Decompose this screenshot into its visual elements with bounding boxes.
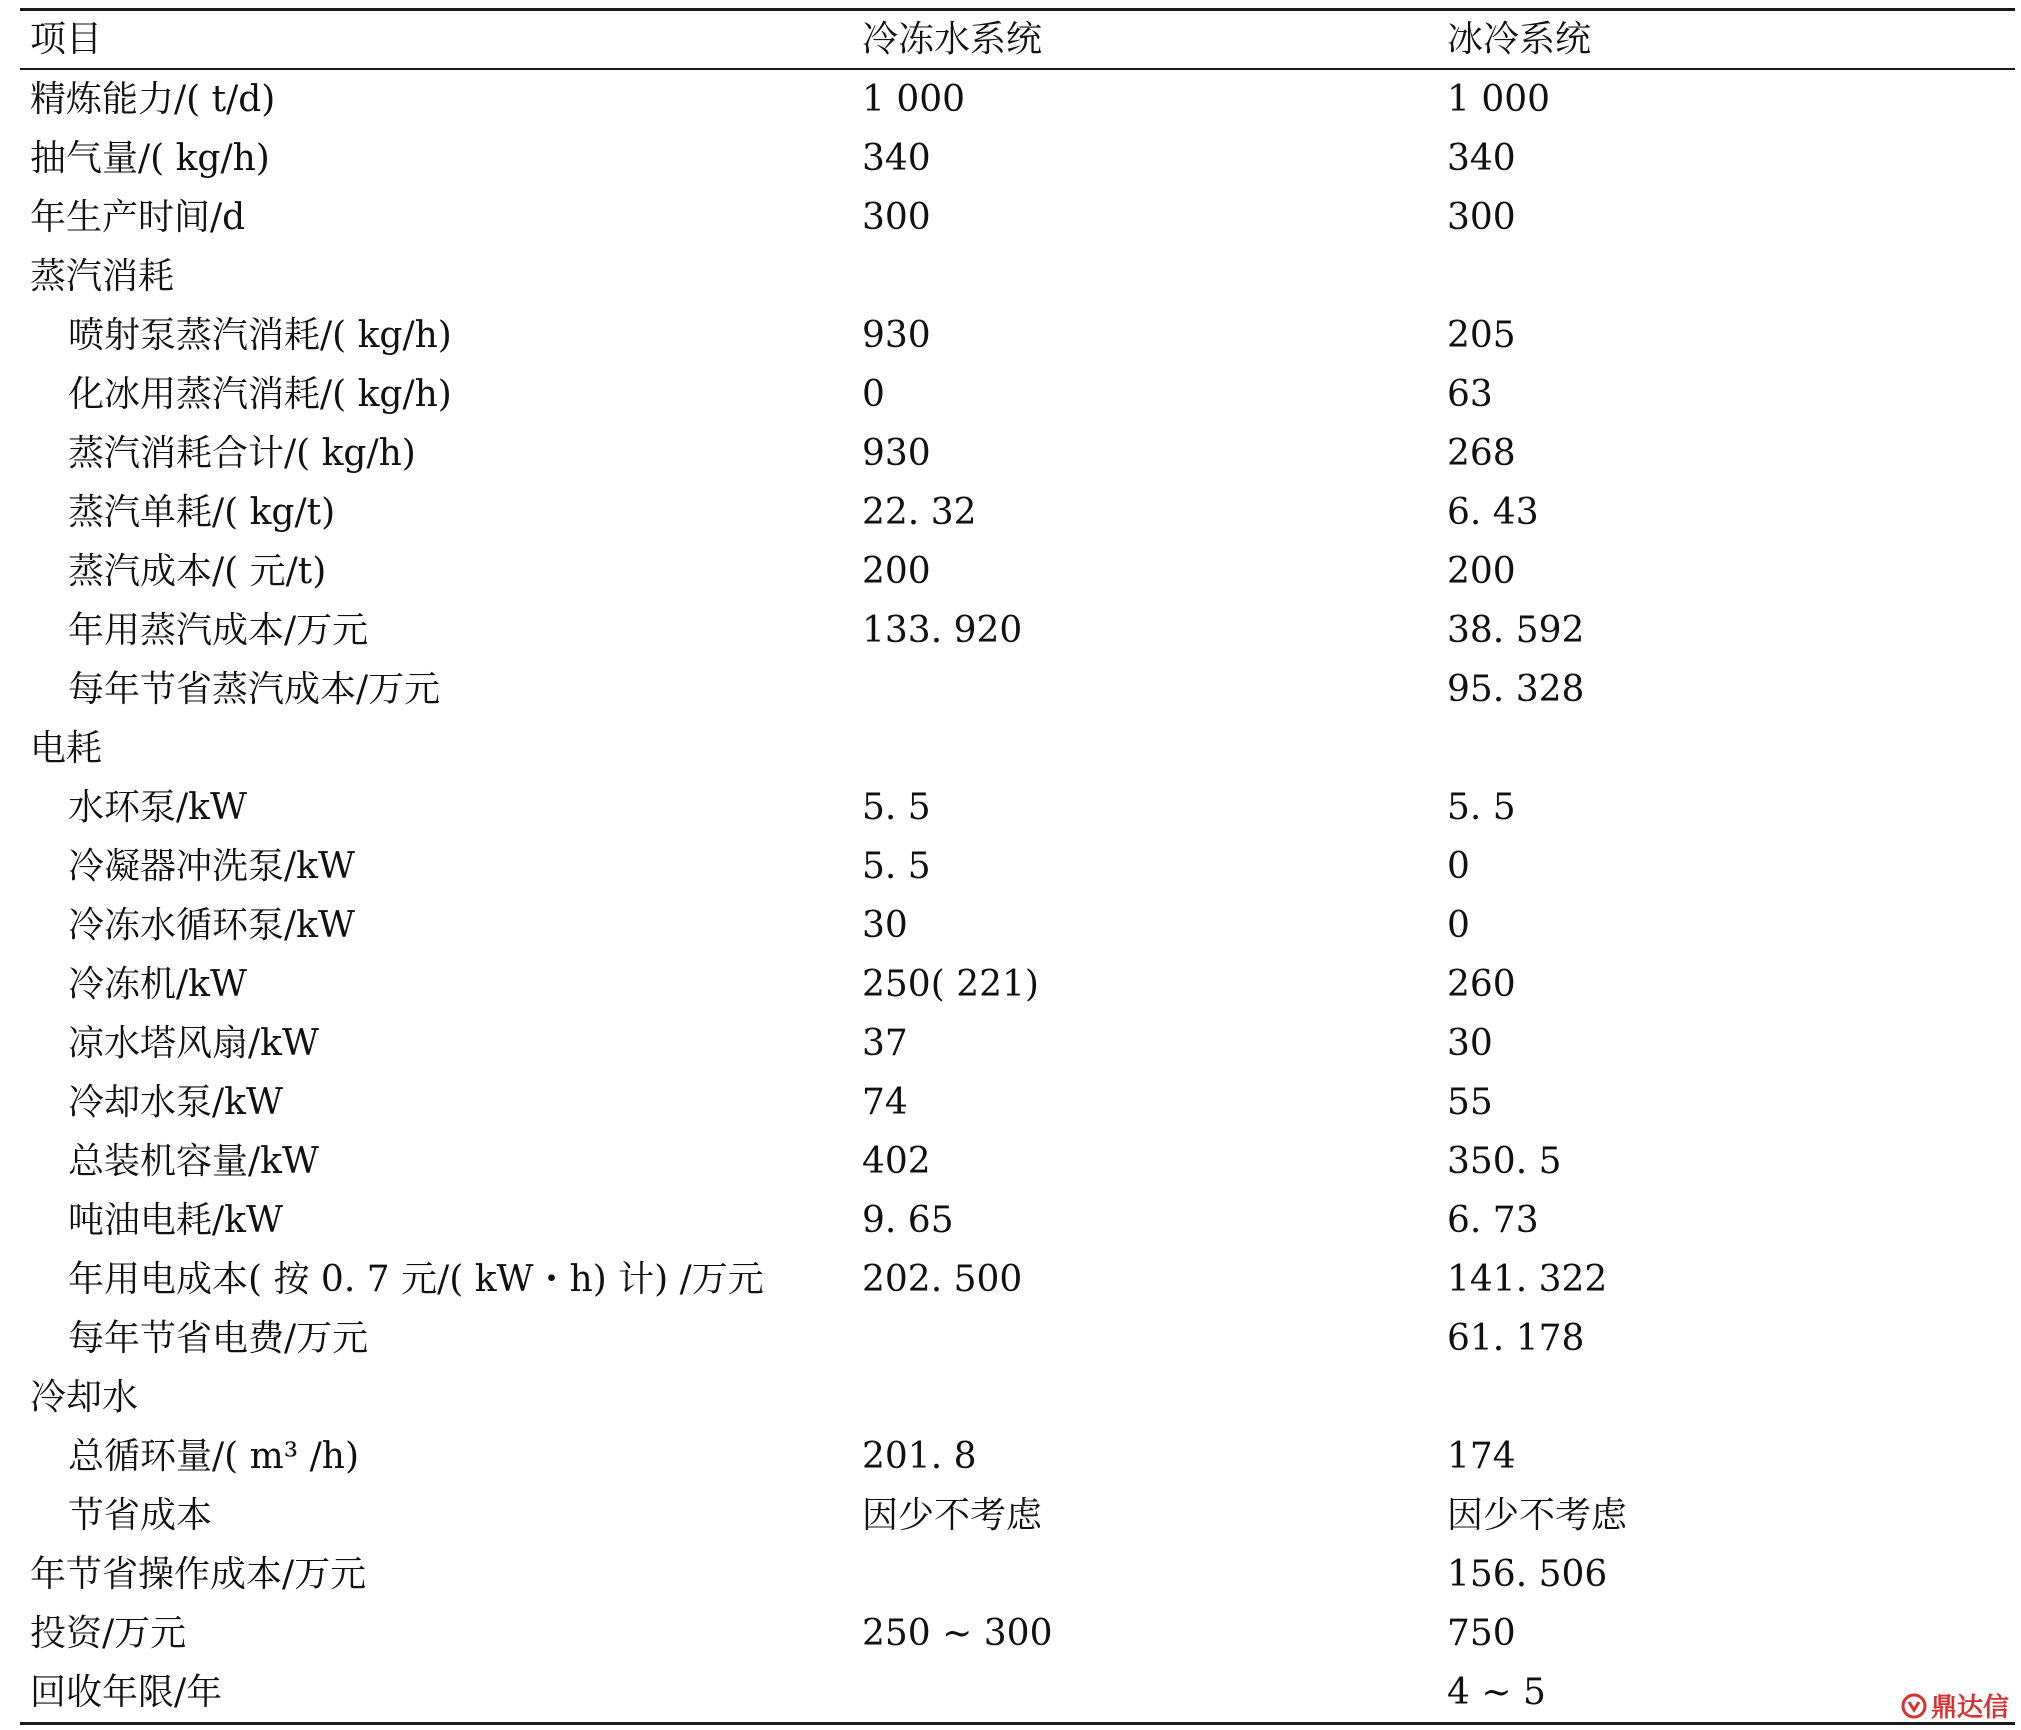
- table-row: [20, 365, 2015, 424]
- cell-ice-cooling: 4 ~ 5: [1447, 1672, 1546, 1713]
- table-row: [20, 601, 2015, 660]
- cell-item: 每年节省蒸汽成本/万元: [68, 669, 441, 710]
- cell-ice-cooling: 30: [1447, 1023, 1493, 1064]
- comparison-table: [20, 8, 2015, 1725]
- watermark-logo-icon: [1901, 1693, 1927, 1719]
- table-body: [20, 70, 2015, 1722]
- cell-ice-cooling: 0: [1447, 846, 1470, 887]
- cell-chilled-water: 250( 221): [862, 964, 1039, 1005]
- table-row: [20, 188, 2015, 247]
- table-row: [20, 1368, 2015, 1427]
- cell-chilled-water: 30: [862, 905, 908, 946]
- cell-item: 年用电成本( 按 0. 7 元/( kW・h) 计) /万元: [68, 1259, 764, 1300]
- cell-ice-cooling: 350. 5: [1447, 1141, 1562, 1182]
- cell-item: 冷冻水循环泵/kW: [68, 905, 355, 946]
- cell-item: 蒸汽消耗合计/( kg/h): [68, 433, 416, 474]
- cell-item: 冷却水泵/kW: [68, 1082, 283, 1123]
- table-row: [20, 70, 2015, 129]
- cell-ice-cooling: 260: [1447, 964, 1516, 1005]
- cell-item: 总装机容量/kW: [68, 1141, 319, 1182]
- header-item: 项目: [30, 19, 103, 60]
- table-row: [20, 1309, 2015, 1368]
- cell-ice-cooling: 141. 322: [1447, 1259, 1608, 1300]
- cell-item: 总循环量/( m³ /h): [68, 1436, 359, 1477]
- table-bottom-rule: [20, 1722, 2015, 1725]
- table-row: [20, 719, 2015, 778]
- cell-item: 冷凝器冲洗泵/kW: [68, 846, 355, 887]
- cell-ice-cooling: 750: [1447, 1613, 1516, 1654]
- cell-ice-cooling: 300: [1447, 197, 1516, 238]
- table-row: [20, 896, 2015, 955]
- watermark-text: 鼎达信: [1930, 1693, 2009, 1723]
- cell-ice-cooling: 200: [1447, 551, 1516, 592]
- cell-chilled-water: 133. 920: [862, 610, 1023, 651]
- cell-ice-cooling: 205: [1447, 315, 1516, 356]
- cell-item: 蒸汽成本/( 元/t): [68, 551, 327, 592]
- cell-item: 每年节省电费/万元: [68, 1318, 369, 1359]
- cell-chilled-water: 250 ~ 300: [862, 1613, 1053, 1654]
- table-row: [20, 129, 2015, 188]
- table-row: [20, 483, 2015, 542]
- cell-ice-cooling: 55: [1447, 1082, 1493, 1123]
- cell-item: 蒸汽单耗/( kg/t): [68, 492, 336, 533]
- cell-chilled-water: 340: [862, 138, 931, 179]
- header-ice-cooling-system: 冰冷系统: [1447, 19, 1592, 60]
- cell-item: 冷却水: [30, 1377, 139, 1418]
- cell-chilled-water: 37: [862, 1023, 908, 1064]
- table-row: [20, 1427, 2015, 1486]
- table-row: [20, 1250, 2015, 1309]
- table-row: [20, 1486, 2015, 1545]
- cell-chilled-water: 5. 5: [862, 846, 931, 887]
- cell-ice-cooling: 268: [1447, 433, 1516, 474]
- cell-ice-cooling: 61. 178: [1447, 1318, 1585, 1359]
- table-row: [20, 1073, 2015, 1132]
- cell-ice-cooling: 6. 73: [1447, 1200, 1539, 1241]
- cell-chilled-water: 202. 500: [862, 1259, 1023, 1300]
- table-row: [20, 1545, 2015, 1604]
- cell-item: 化冰用蒸汽消耗/( kg/h): [68, 374, 452, 415]
- cell-ice-cooling: 6. 43: [1447, 492, 1539, 533]
- cell-item: 回收年限/年: [30, 1672, 223, 1713]
- cell-item: 水环泵/kW: [68, 787, 247, 828]
- table-row: [20, 1191, 2015, 1250]
- cell-item: 年用蒸汽成本/万元: [68, 610, 369, 651]
- cell-item: 蒸汽消耗: [30, 256, 175, 297]
- cell-ice-cooling: 0: [1447, 905, 1470, 946]
- cell-chilled-water: 930: [862, 315, 931, 356]
- cell-ice-cooling: 5. 5: [1447, 787, 1516, 828]
- cell-item: 冷冻机/kW: [68, 964, 247, 1005]
- cell-item: 节省成本: [68, 1495, 213, 1536]
- table-row: [20, 660, 2015, 719]
- cell-chilled-water: 300: [862, 197, 931, 238]
- cell-chilled-water: 200: [862, 551, 931, 592]
- table-row: [20, 306, 2015, 365]
- cell-item: 凉水塔风扇/kW: [68, 1023, 319, 1064]
- cell-ice-cooling: 63: [1447, 374, 1493, 415]
- cell-item: 抽气量/( kg/h): [30, 138, 270, 179]
- table-row: [20, 837, 2015, 896]
- cell-ice-cooling: 340: [1447, 138, 1516, 179]
- table-row: [20, 1663, 2015, 1722]
- cell-item: 吨油电耗/kW: [68, 1200, 283, 1241]
- table-header-row: [20, 11, 2015, 68]
- table-row: [20, 778, 2015, 837]
- table-row: [20, 542, 2015, 601]
- header-chilled-water-system: 冷冻水系统: [862, 19, 1043, 60]
- cell-ice-cooling: 1 000: [1447, 79, 1551, 120]
- cell-chilled-water: 201. 8: [862, 1436, 977, 1477]
- table-row: [20, 1014, 2015, 1073]
- cell-item: 精炼能力/( t/d): [30, 79, 276, 120]
- cell-chilled-water: 9. 65: [862, 1200, 954, 1241]
- table-row: [20, 1132, 2015, 1191]
- cell-ice-cooling: 因少不考虑: [1447, 1495, 1628, 1536]
- watermark: [1901, 1687, 2009, 1724]
- table-row: [20, 955, 2015, 1014]
- cell-chilled-water: 74: [862, 1082, 908, 1123]
- cell-ice-cooling: 156. 506: [1447, 1554, 1608, 1595]
- cell-chilled-water: 5. 5: [862, 787, 931, 828]
- cell-ice-cooling: 38. 592: [1447, 610, 1585, 651]
- table-row: [20, 424, 2015, 483]
- cell-chilled-water: 930: [862, 433, 931, 474]
- cell-chilled-water: 1 000: [862, 79, 966, 120]
- cell-item: 投资/万元: [30, 1613, 187, 1654]
- cell-chilled-water: 402: [862, 1141, 931, 1182]
- cell-item: 年生产时间/d: [30, 197, 246, 238]
- cell-chilled-water: 22. 32: [862, 492, 977, 533]
- cell-ice-cooling: 95. 328: [1447, 669, 1585, 710]
- cell-item: 电耗: [30, 728, 103, 769]
- cell-item: 年节省操作成本/万元: [30, 1554, 367, 1595]
- cell-ice-cooling: 174: [1447, 1436, 1516, 1477]
- cell-chilled-water: 因少不考虑: [862, 1495, 1043, 1536]
- cell-item: 喷射泵蒸汽消耗/( kg/h): [68, 315, 452, 356]
- table-row: [20, 247, 2015, 306]
- cell-chilled-water: 0: [862, 374, 885, 415]
- table-row: [20, 1604, 2015, 1663]
